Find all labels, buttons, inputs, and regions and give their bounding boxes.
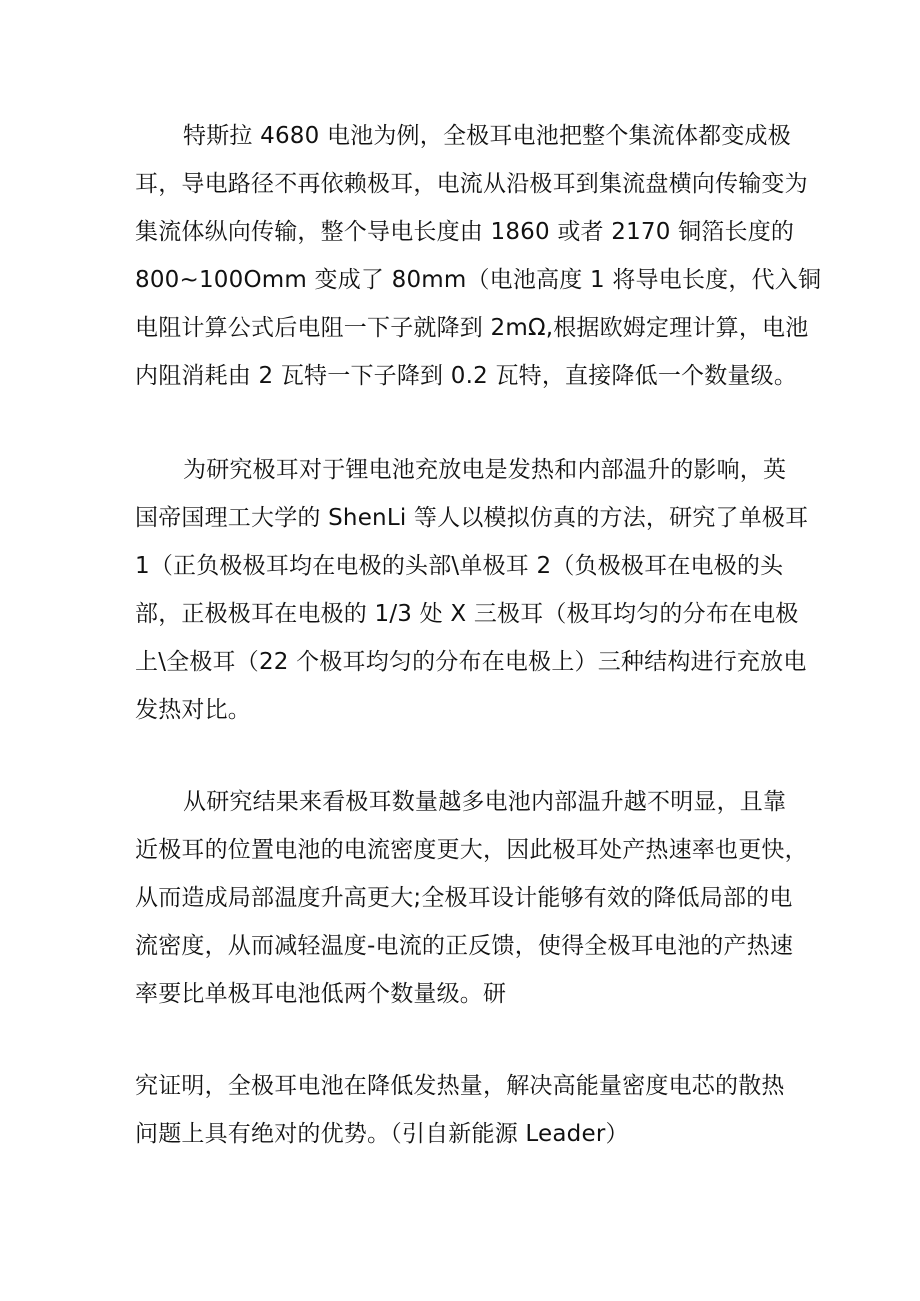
text-line: 率要比单极耳电池低两个数量级。研 <box>135 981 507 1007</box>
text-line: 从研究结果来看极耳数量越多电池内部温升越不明显，且靠 <box>183 789 787 815</box>
text-line: 发热对比。 <box>135 697 251 723</box>
text-line: 耳，导电路径不再依赖极耳，电流从沿极耳到集流盘横向传输变为 <box>135 171 808 197</box>
text-line: 集流体纵向传输，整个导电长度由 1860 或者 2170 铜箔长度的 <box>135 219 795 245</box>
text-line: 问题上具有绝对的优势。（引自新能源 Leader） <box>135 1121 629 1147</box>
text-line: 上\全极耳（22 个极耳均匀的分布在电极上）三种结构进行充放电 <box>135 649 807 675</box>
paragraph-conclusion <box>135 1062 805 1158</box>
text-line: 为研究极耳对于锂电池充放电是发热和内部温升的影响，英 <box>183 457 787 483</box>
text-line: 从而造成局部温度升高更大;全极耳设计能够有效的降低局部的电 <box>135 885 793 911</box>
text-line: 内阻消耗由 2 瓦特一下子降到 0.2 瓦特，直接降低一个数量级。 <box>135 363 798 389</box>
text-line: 特斯拉 4680 电池为例，全极耳电池把整个集流体都变成极 <box>183 123 791 149</box>
text-line: 究证明，全极耳电池在降低发热量，解决高能量密度电芯的散热 <box>135 1073 785 1099</box>
text-line: 电阻计算公式后电阻一下子就降到 2mΩ,根据欧姆定理计算，电池 <box>135 315 809 341</box>
text-line: 800~100Omm 变成了 80mm（电池高度 1 将导电长度，代入铜 <box>135 267 822 293</box>
paragraph-research-results <box>135 778 808 1018</box>
text-line: 1（正负极极耳均在电极的头部\单极耳 2（负极极耳在电极的头 <box>135 553 784 579</box>
paragraph-4680-battery <box>135 112 822 400</box>
text-line: 近极耳的位置电池的电流密度更大，因此极耳处产热速率也更快， <box>135 837 808 863</box>
text-line: 国帝国理工大学的 ShenLi 等人以模拟仿真的方法，研究了单极耳 <box>135 505 809 531</box>
paragraph-tab-research <box>135 446 809 734</box>
text-line: 部，正极极耳在电极的 1/3 处 X 三极耳（极耳均匀的分布在电极 <box>135 601 799 627</box>
text-line: 流密度，从而减轻温度-电流的正反馈，使得全极耳电池的产热速 <box>135 933 794 959</box>
